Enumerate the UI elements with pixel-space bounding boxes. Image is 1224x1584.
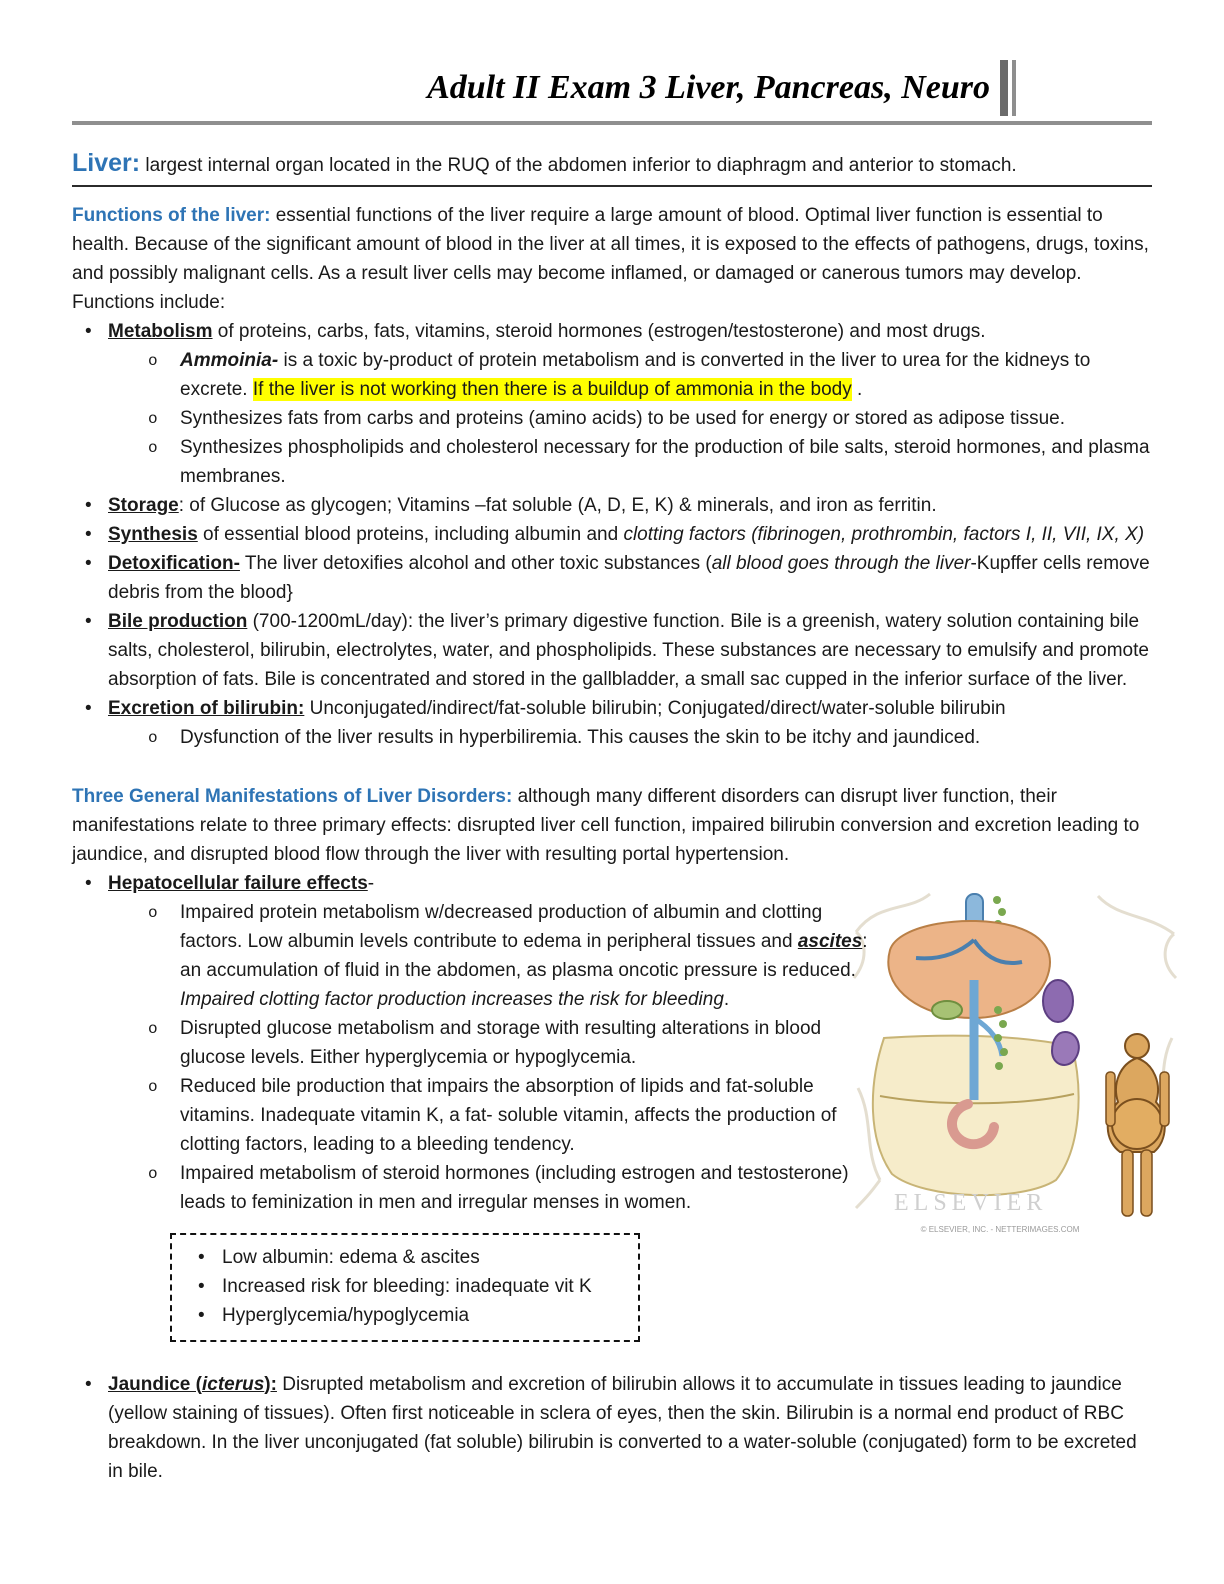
sub-bullet-synthesizes-phospholipids: [72, 433, 1152, 491]
functions-intro-text: essential functions of the liver require a large amount of blood. Optimal liver function is essential to health. Because of the significant amount of blood in the liver at all times, it is exposed to the effects of pathogens, drugs, toxins, and possibly malignant cells. As a result liver cells may become inflamed, or damaged or canerous tumors may develop. Functions include:: [72, 205, 1149, 313]
sub-bullet-glucose: [72, 1014, 877, 1072]
protein-pre: Impaired protein metabolism w/decreased production of albumin and clotting factors. Low albumin levels contribute to edema in peripheral tissues and: [180, 902, 823, 952]
gallbladder: [932, 1001, 962, 1019]
bullet-bile-production: [72, 607, 1152, 694]
hepatocellular-term: Hepatocellular failure effects: [108, 873, 368, 894]
jaundice-term-pre: Jaundice (: [108, 1374, 202, 1395]
detoxification-text: The liver detoxifies alcohol and other toxic substances (: [239, 553, 712, 574]
ammonia-highlight: If the liver is not working then there is a buildup of ammonia in the body: [252, 379, 852, 400]
jaundice-term-icterus: icterus: [201, 1374, 265, 1395]
dysfunction-text: Dysfunction of the liver results in hyperbiliremia. This causes the skin to be itchy and jaundiced.: [180, 727, 981, 748]
protein-mid: : an accumulation of fluid in the abdomen, as plasma oncotic pressure is reduced.: [180, 931, 868, 981]
synthesizes-fats-text: Synthesizes fats from carbs and proteins (amino acids) to be used for energy or stored as adipose tissue.: [180, 408, 1066, 429]
liver-heading: Liver:: [72, 149, 141, 177]
ammonia-term: Ammoinia-: [180, 350, 279, 371]
bullet-synthesis: [72, 520, 1152, 549]
liver-definition-text: largest internal organ located in the RUQ of the abdomen inferior to diaphragm and anterior to stomach.: [140, 155, 1017, 176]
glucose-text: Disrupted glucose metabolism and storage with resulting alterations in blood glucose levels. Either hyperglycemia or hypoglycemia.: [180, 1018, 822, 1068]
spleen: [1043, 980, 1073, 1022]
manifestations-intro-text: although many different disorders can disrupt liver function, their manifestations relate to three primary effects: disrupted liver cell function, impaired bilirubin conversion and excretion leading to jaundice, and disrupted blood flow through the liver with resulting portal hypertension.: [72, 786, 1140, 865]
bullet-excretion-bilirubin: [72, 694, 1152, 723]
title-bar-thick: [1000, 60, 1008, 116]
synthesizes-phospholipids-text: Synthesizes phospholipids and cholesterol necessary for the production of bile salts, steroid hormones, and plasma membranes.: [180, 437, 1150, 487]
title-decoration-bars-icon: [1000, 60, 1016, 116]
synthesis-text: of essential blood proteins, including albumin and: [197, 524, 624, 545]
bullet-detoxification: [72, 549, 1152, 607]
document-header: [72, 60, 1152, 116]
summary-glycemia-text: Hyperglycemia/hypoglycemia: [222, 1305, 470, 1326]
summary-box-item-albumin: [186, 1243, 624, 1272]
sub-bullet-dysfunction: [72, 723, 1152, 752]
kidney: [1052, 1032, 1079, 1065]
excretion-text: Unconjugated/indirect/fat-soluble bilirubin; Conjugated/direct/water-soluble bilirubin: [304, 698, 1006, 719]
bullet-metabolism: [72, 317, 1152, 346]
functions-heading: Functions of the liver:: [72, 205, 271, 226]
summary-box-item-glycemia: [186, 1301, 624, 1330]
sub-bullet-protein-metabolism: [72, 898, 877, 1014]
storage-term: Storage: [108, 495, 179, 516]
bullet-storage: [72, 491, 1152, 520]
metabolism-term: Metabolism: [108, 321, 213, 342]
liver-shape: [888, 921, 1050, 1018]
sub-bullet-ammonia: [72, 346, 1152, 404]
jaundice-text: Disrupted metabolism and excretion of bilirubin allows it to accumulate in tissues leading to jaundice (yellow staining of tissues). Often first noticeable in sclera of eyes, then the skin. Bilirubin is a normal end product of RBC breakdown. In the liver unconjugated (fat soluble) bilirubin is converted to a water-soluble (conjugated) form to be excreted in bile.: [108, 1374, 1137, 1482]
ascites-term: ascites: [797, 931, 863, 952]
synthesis-term: Synthesis: [108, 524, 198, 545]
reduced-bile-text: Reduced bile production that impairs the absorption of lipids and fat-soluble vitamins. Inadequate vitamin K, a fat- soluble vitamin, affects the production of clotting factors, leading to a bleeding tendency.: [180, 1076, 837, 1155]
elsevier-watermark: ELSEVIER: [894, 1190, 1048, 1216]
title-bar-thin: [1012, 60, 1016, 116]
liver-definition: [72, 149, 1152, 187]
detoxification-italic-text: all blood goes through the liver: [711, 553, 971, 574]
synthesis-italic-text: clotting factors (fibrinogen, prothrombin, factors I, II, VII, IX, X): [623, 524, 1145, 545]
illustration-caption: © ELSEVIER, INC. - NETTERIMAGES.COM: [920, 1225, 1080, 1234]
bile-production-term: Bile production: [108, 611, 248, 632]
sub-bullet-reduced-bile: [72, 1072, 877, 1159]
hepatocellular-zone: [72, 898, 1152, 1342]
hepatocellular-dash: -: [367, 873, 375, 894]
page-title: Adult II Exam 3 Liver, Pancreas, Neuro: [427, 68, 990, 106]
metabolism-text: of proteins, carbs, fats, vitamins, steroid hormones (estrogen/testosterone) and most drugs.: [212, 321, 986, 342]
liver-illustration: [850, 888, 1180, 1248]
jaundice-term-post: ):: [264, 1374, 277, 1395]
functions-intro: [72, 201, 1152, 317]
manifestations-intro: [72, 782, 1152, 869]
protein-italic: Impaired clotting factor production increases the risk for bleeding: [180, 989, 724, 1010]
title-divider: [72, 121, 1152, 125]
summary-albumin-text: Low albumin: edema & ascites: [222, 1247, 480, 1268]
bullet-jaundice: [72, 1370, 1152, 1486]
ammonia-post: .: [851, 379, 863, 400]
jaundiced-man-figure: [1106, 1034, 1169, 1216]
protein-post: .: [723, 989, 730, 1010]
jaundice-term: [108, 1374, 277, 1395]
excretion-term: Excretion of bilirubin:: [108, 698, 305, 719]
summary-box: [170, 1233, 640, 1342]
sub-bullet-steroid-hormones: [72, 1159, 877, 1217]
bile-production-text: (700-1200mL/day): the liver’s primary digestive function. Bile is a greenish, watery solution containing bile salts, cholesterol, bilirubin, electrolytes, water, and phospholipids. These substances are necessary to emulsify and promote absorption of fats. Bile is concentrated and stored in the gallbladder, a small sac cupped in the inferior surface of the liver.: [108, 611, 1149, 690]
manifestations-heading: Three General Manifestations of Liver Disorders:: [72, 786, 513, 807]
storage-text: : of Glucose as glycogen; Vitamins –fat soluble (A, D, E, K) & minerals, and iron as ferritin.: [178, 495, 937, 516]
detoxification-text2: -Kupffer cells remove debris from the blood}: [108, 553, 1150, 603]
detoxification-term: Detoxification-: [108, 553, 240, 574]
ammonia-pre: is a toxic by-product of protein metabolism and is converted in the liver to urea for the kidneys to excrete.: [180, 350, 1091, 400]
summary-bleeding-text: Increased risk for bleeding: inadequate vit K: [222, 1276, 592, 1297]
steroid-text: Impaired metabolism of steroid hormones (including estrogen and testosterone) leads to feminization in men and irregular menses in women.: [180, 1163, 849, 1213]
summary-box-item-bleeding: [186, 1272, 624, 1301]
sub-bullet-synthesizes-fats: [72, 404, 1152, 433]
